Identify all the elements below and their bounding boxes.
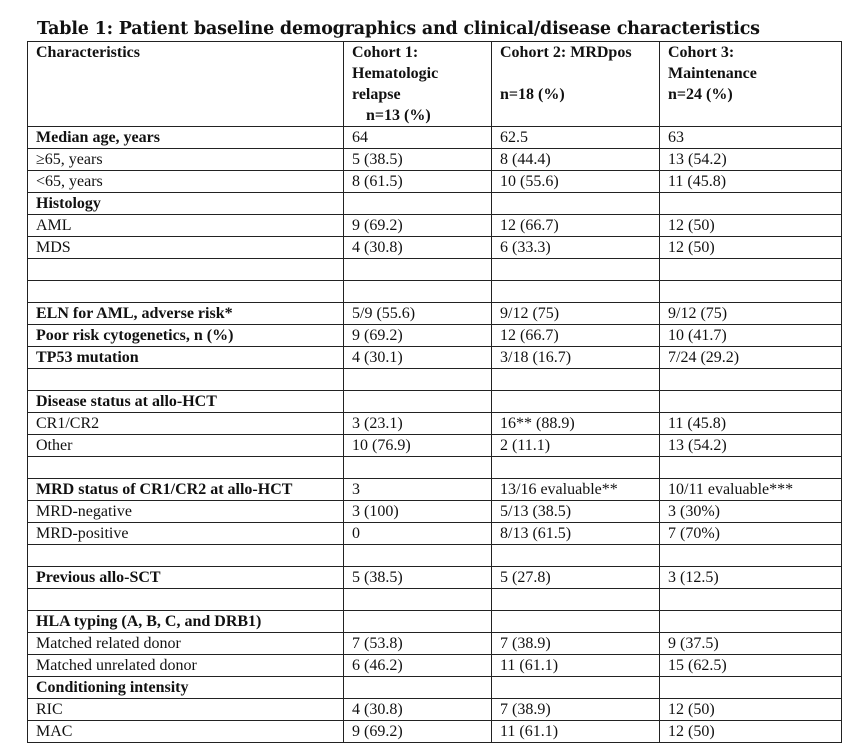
value-cell-cohort-3 xyxy=(660,193,842,215)
value-cell-cohort-2: 9/12 (75) xyxy=(492,303,660,325)
demographics-table xyxy=(27,41,842,743)
row-label-cell: AML xyxy=(28,215,344,237)
value-cell-cohort-3 xyxy=(660,611,842,633)
value-cell-cohort-1 xyxy=(344,259,492,281)
row-label-cell xyxy=(28,457,344,479)
value-cell-cohort-3: 7 (70%) xyxy=(660,523,842,545)
row-label-cell: HLA typing (A, B, C, and DRB1) xyxy=(28,611,344,633)
value-cell-cohort-3: 15 (62.5) xyxy=(660,655,842,677)
table-row xyxy=(28,259,842,281)
table-row xyxy=(28,215,842,237)
value-cell-cohort-2: 8 (44.4) xyxy=(492,149,660,171)
value-cell-cohort-2 xyxy=(492,369,660,391)
table-row xyxy=(28,237,842,259)
row-label-cell: <65, years xyxy=(28,171,344,193)
header-line: Hematologic xyxy=(352,65,439,82)
table-row xyxy=(28,369,842,391)
value-cell-cohort-1: 7 (53.8) xyxy=(344,633,492,655)
table-row xyxy=(28,171,842,193)
value-cell-cohort-2: 5/13 (38.5) xyxy=(492,501,660,523)
value-cell-cohort-1 xyxy=(344,193,492,215)
value-cell-cohort-3: 63 xyxy=(660,127,842,149)
row-label-cell xyxy=(28,589,344,611)
value-cell-cohort-2 xyxy=(492,259,660,281)
row-label-cell: Matched related donor xyxy=(28,633,344,655)
table-row xyxy=(28,589,842,611)
row-label-cell: MRD status of CR1/CR2 at allo-HCT xyxy=(28,479,344,501)
row-label-cell: ≥65, years xyxy=(28,149,344,171)
value-cell-cohort-3: 13 (54.2) xyxy=(660,149,842,171)
row-label-cell: Previous allo-SCT xyxy=(28,567,344,589)
row-label-cell: Histology xyxy=(28,193,344,215)
row-label-cell: Median age, years xyxy=(28,127,344,149)
row-label-cell xyxy=(28,369,344,391)
value-cell-cohort-2 xyxy=(492,391,660,413)
row-label-cell xyxy=(28,259,344,281)
header-cohort-3 xyxy=(660,42,842,127)
value-cell-cohort-1: 4 (30.8) xyxy=(344,699,492,721)
table-row xyxy=(28,611,842,633)
value-cell-cohort-3: 3 (30%) xyxy=(660,501,842,523)
value-cell-cohort-3: 7/24 (29.2) xyxy=(660,347,842,369)
table-row xyxy=(28,545,842,567)
row-label-cell: Disease status at allo-HCT xyxy=(28,391,344,413)
value-cell-cohort-2 xyxy=(492,589,660,611)
header-line: Cohort 1: xyxy=(352,44,419,61)
row-label-cell: Poor risk cytogenetics, n (%) xyxy=(28,325,344,347)
value-cell-cohort-3: 10/11 evaluable*** xyxy=(660,479,842,501)
value-cell-cohort-2: 10 (55.6) xyxy=(492,171,660,193)
value-cell-cohort-1: 3 (23.1) xyxy=(344,413,492,435)
value-cell-cohort-1: 5/9 (55.6) xyxy=(344,303,492,325)
table-title: Table 1: Patient baseline demographics and clinical/disease characteristics xyxy=(37,19,760,39)
value-cell-cohort-2: 7 (38.9) xyxy=(492,699,660,721)
header-line: Maintenance xyxy=(668,65,757,82)
row-label-cell: Matched unrelated donor xyxy=(28,655,344,677)
value-cell-cohort-1: 4 (30.8) xyxy=(344,237,492,259)
value-cell-cohort-1: 9 (69.2) xyxy=(344,215,492,237)
value-cell-cohort-2: 12 (66.7) xyxy=(492,215,660,237)
table-row xyxy=(28,303,842,325)
header-line: Cohort 2: MRDpos xyxy=(500,44,632,61)
value-cell-cohort-3 xyxy=(660,677,842,699)
value-cell-cohort-2 xyxy=(492,677,660,699)
row-label-cell xyxy=(28,545,344,567)
value-cell-cohort-3: 3 (12.5) xyxy=(660,567,842,589)
header-line xyxy=(500,63,659,84)
value-cell-cohort-2: 11 (61.1) xyxy=(492,721,660,743)
table-row xyxy=(28,457,842,479)
value-cell-cohort-2: 16** (88.9) xyxy=(492,413,660,435)
value-cell-cohort-1: 64 xyxy=(344,127,492,149)
table-row xyxy=(28,347,842,369)
header-line: n=13 (%) xyxy=(366,107,431,124)
value-cell-cohort-3: 13 (54.2) xyxy=(660,435,842,457)
header-line: n=24 (%) xyxy=(668,86,733,103)
value-cell-cohort-2: 3/18 (16.7) xyxy=(492,347,660,369)
row-label-cell: MAC xyxy=(28,721,344,743)
table-row xyxy=(28,699,842,721)
value-cell-cohort-1 xyxy=(344,457,492,479)
value-cell-cohort-3 xyxy=(660,369,842,391)
value-cell-cohort-1 xyxy=(344,611,492,633)
value-cell-cohort-2: 2 (11.1) xyxy=(492,435,660,457)
value-cell-cohort-3 xyxy=(660,589,842,611)
value-cell-cohort-2: 7 (38.9) xyxy=(492,633,660,655)
row-label-cell: RIC xyxy=(28,699,344,721)
table-row xyxy=(28,127,842,149)
header-line: n=18 (%) xyxy=(500,86,565,103)
value-cell-cohort-1: 10 (76.9) xyxy=(344,435,492,457)
table-body xyxy=(28,127,842,743)
table-row xyxy=(28,721,842,743)
value-cell-cohort-3 xyxy=(660,259,842,281)
value-cell-cohort-3 xyxy=(660,281,842,303)
value-cell-cohort-2: 5 (27.8) xyxy=(492,567,660,589)
row-label-cell: MDS xyxy=(28,237,344,259)
table-row xyxy=(28,677,842,699)
value-cell-cohort-3 xyxy=(660,391,842,413)
value-cell-cohort-1 xyxy=(344,545,492,567)
row-label-cell: CR1/CR2 xyxy=(28,413,344,435)
value-cell-cohort-2 xyxy=(492,457,660,479)
value-cell-cohort-1: 9 (69.2) xyxy=(344,325,492,347)
row-label-cell: TP53 mutation xyxy=(28,347,344,369)
value-cell-cohort-3: 12 (50) xyxy=(660,215,842,237)
header-line: relapse xyxy=(352,86,401,103)
row-label-cell: MRD-positive xyxy=(28,523,344,545)
value-cell-cohort-2: 6 (33.3) xyxy=(492,237,660,259)
value-cell-cohort-2: 8/13 (61.5) xyxy=(492,523,660,545)
value-cell-cohort-1 xyxy=(344,281,492,303)
value-cell-cohort-1 xyxy=(344,677,492,699)
row-label-cell: MRD-negative xyxy=(28,501,344,523)
value-cell-cohort-2 xyxy=(492,281,660,303)
table-row xyxy=(28,193,842,215)
table-row xyxy=(28,281,842,303)
value-cell-cohort-3: 12 (50) xyxy=(660,699,842,721)
row-label-cell: Other xyxy=(28,435,344,457)
table-row xyxy=(28,479,842,501)
row-label-cell xyxy=(28,281,344,303)
value-cell-cohort-1: 8 (61.5) xyxy=(344,171,492,193)
value-cell-cohort-3: 12 (50) xyxy=(660,721,842,743)
row-label-cell: ELN for AML, adverse risk* xyxy=(28,303,344,325)
value-cell-cohort-1: 4 (30.1) xyxy=(344,347,492,369)
value-cell-cohort-2: 11 (61.1) xyxy=(492,655,660,677)
value-cell-cohort-2 xyxy=(492,545,660,567)
table-row xyxy=(28,523,842,545)
row-label-cell: Conditioning intensity xyxy=(28,677,344,699)
value-cell-cohort-3: 12 (50) xyxy=(660,237,842,259)
value-cell-cohort-1 xyxy=(344,369,492,391)
table-row xyxy=(28,633,842,655)
value-cell-cohort-3 xyxy=(660,457,842,479)
table-row xyxy=(28,501,842,523)
value-cell-cohort-2 xyxy=(492,193,660,215)
header-row xyxy=(28,42,842,127)
header-cohort-1 xyxy=(344,42,492,127)
value-cell-cohort-1: 0 xyxy=(344,523,492,545)
header-characteristics xyxy=(28,42,344,127)
table-row xyxy=(28,655,842,677)
header-cohort-2 xyxy=(492,42,660,127)
value-cell-cohort-1: 5 (38.5) xyxy=(344,149,492,171)
value-cell-cohort-2: 62.5 xyxy=(492,127,660,149)
table-row xyxy=(28,325,842,347)
value-cell-cohort-1: 6 (46.2) xyxy=(344,655,492,677)
header-line: Cohort 3: xyxy=(668,44,735,61)
value-cell-cohort-1: 9 (69.2) xyxy=(344,721,492,743)
value-cell-cohort-2: 13/16 evaluable** xyxy=(492,479,660,501)
table-row xyxy=(28,567,842,589)
table-row xyxy=(28,435,842,457)
value-cell-cohort-3: 9 (37.5) xyxy=(660,633,842,655)
value-cell-cohort-3: 9/12 (75) xyxy=(660,303,842,325)
value-cell-cohort-1 xyxy=(344,391,492,413)
table-row xyxy=(28,413,842,435)
value-cell-cohort-2 xyxy=(492,611,660,633)
table-row xyxy=(28,149,842,171)
value-cell-cohort-1: 3 xyxy=(344,479,492,501)
value-cell-cohort-3: 11 (45.8) xyxy=(660,413,842,435)
table-row xyxy=(28,391,842,413)
value-cell-cohort-3 xyxy=(660,545,842,567)
value-cell-cohort-3: 10 (41.7) xyxy=(660,325,842,347)
value-cell-cohort-2: 12 (66.7) xyxy=(492,325,660,347)
value-cell-cohort-1: 3 (100) xyxy=(344,501,492,523)
value-cell-cohort-3: 11 (45.8) xyxy=(660,171,842,193)
header-line: Characteristics xyxy=(36,44,140,61)
value-cell-cohort-1: 5 (38.5) xyxy=(344,567,492,589)
value-cell-cohort-1 xyxy=(344,589,492,611)
